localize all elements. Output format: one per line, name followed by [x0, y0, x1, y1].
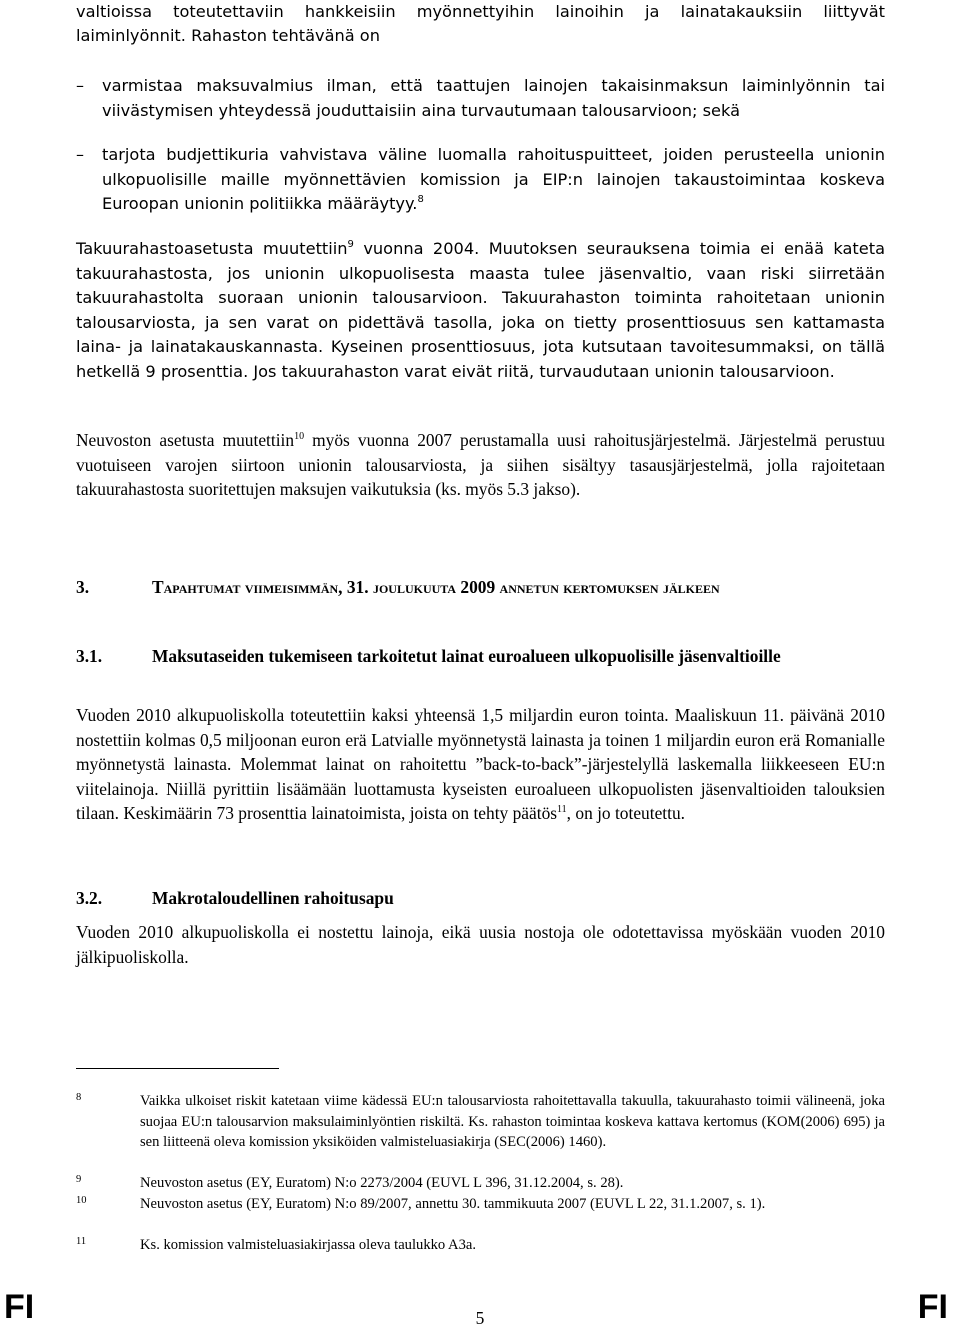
dash-item-text: varmistaa maksuvalmius ilman, että taattujen lainojen takaisinmaksun laiminlyönnin tai viivästymisen yhteydessä jouduttaisiin aina turvautumaan talousarvioon; sekä — [102, 76, 885, 120]
intro-line-1: valtioissa toteutettaviin hankkeisiin myönnettyihin lainoihin ja lainatakauksiin liittyvät — [76, 2, 885, 21]
footnote-number: 9 — [76, 1174, 82, 1185]
footnote-10 — [76, 1194, 885, 1215]
footnote-text: Vaikka ulkoiset riskit katetaan viime kädessä EU:n talousarviosta rahoitettavalla takuulla, takuurahasto toimii välineenä, joka suojaa EU:n talousarvion maksulaiminlyöntien riskiltä. Ks. rahaston toimintaa koskeva kattava kertomus (KOM(2006) 695) ja sen liitteenä oleva komission yksiköiden valmisteluasiakirja (SEC(2006) 1460). — [140, 1093, 885, 1150]
dash-symbol: – — [76, 145, 84, 164]
footnote-number: 10 — [76, 1195, 87, 1206]
section-3-1-heading — [76, 643, 885, 669]
para-text: myös vuonna 2007 perustamalla uusi rahoitusjärjestelmä. Järjestelmä perustuu vuotuiseen varojen siirtoon unionin talousarviosta, ja siihen sisältyy tasausjärjestelmä, jolla rajoitetaan takuurahastosta suoritettujen maksujen vaikutuksia (ks. myös 5.3 jakso). — [76, 430, 885, 499]
section-number: 3. — [76, 577, 90, 597]
dash-item-text-body: tarjota budjettikuria vahvistava väline luomalla rahoituspuitteet, joiden perusteella unionin ulkopuolisille maille myönnettävien komission ja EIP:n lainojen takaustoimintaa koskeva Euroopan unionin politiikka määräytyy. — [102, 145, 885, 213]
dash-symbol: – — [76, 76, 84, 95]
section-title: Makrotaloudellinen rahoitusapu — [152, 888, 394, 908]
page-number: 5 — [475, 1308, 485, 1328]
section-number: 3.2. — [76, 888, 103, 908]
dash-item-2 — [76, 143, 885, 217]
section-number: 3.1. — [76, 646, 103, 666]
para-text: , on jo toteutettu. — [566, 803, 686, 823]
paragraph-takuurahasto — [76, 237, 885, 384]
footnote-text: Neuvoston asetus (EY, Euratom) N:o 2273/2004 (EUVL L 396, 31.12.2004, s. 28). — [140, 1175, 624, 1191]
footer-language-right: FI — [917, 1288, 948, 1326]
paragraph-3-2: Vuoden 2010 alkupuoliskolla ei nostettu lainoja, eikä uusia nostoja ole odotettavissa myöskään vuoden 2010 jälkipuoliskolla. — [76, 922, 885, 967]
para-text: Neuvoston asetusta muutettiin — [76, 430, 295, 450]
para-text: vuonna 2004. Muutoksen seurauksena toimia ei enää kateta takuurahastosta, jos unionin ulkopuolisesta maasta tulee jäsenvaltio, vaan riski siirretään takuurahastolta suoraan unionin talousarvioon. Takuurahaston toiminta rahoitetaan unionin talousarviosta, ja sen varat on pidettävä tasolla, joka on tietty prosenttiosuus sen kattamasta laina- ja lainatakauskannasta. Kyseinen prosenttiosuus, jota kutsutaan tavoitesummaksi, on tällä hetkellä 9 prosenttia. Jos takuurahaston varat eivät riitä, turvaudutaan unionin talousarvioon. — [76, 239, 886, 381]
footnote-separator — [76, 1068, 279, 1069]
footnote-text: Ks. komission valmisteluasiakirjassa oleva taulukko A3a. — [140, 1237, 477, 1253]
paragraph-neuvosto — [76, 428, 885, 502]
paragraph-3-1 — [76, 703, 885, 826]
footnote-9 — [76, 1173, 885, 1194]
section-title: Tapahtumat viimeisimmän, 31. joulukuuta 2009 annetun kertomuksen jälkeen — [152, 577, 720, 597]
section-3-2-heading — [76, 885, 885, 911]
footnote-11 — [76, 1235, 885, 1256]
section-3-heading — [76, 574, 885, 600]
section-title: Maksutaseiden tukemiseen tarkoitetut lainat euroalueen ulkopuolisille jäsenvaltioille — [152, 646, 781, 666]
para-text: Takuurahastoasetusta muutettiin — [76, 239, 348, 258]
dash-item-1 — [76, 74, 885, 123]
footnote-ref-8[interactable]: 8 — [417, 194, 424, 205]
footer-language-left: FI — [4, 1288, 35, 1326]
para-text: Vuoden 2010 alkupuoliskolla toteutettiin kaksi yhteensä 1,5 miljardin euron tointa. Maaliskuun 11. päivänä 2010 nostettiin kolmas 0,5 miljoonan euron erä Latvialle myönnetystä lainasta ja toinen 1 miljardin euron erä Romanialle myönnetystä lainasta. Molemmat lainat on rahoitettu ”back-to-back”-järjestelyllä laskemalla liikkeeseen EU:n viitelainoja. Niillä pyrittiin lisäämään luottamusta kyseisten euroalueen ulkopuolisten jäsenvaltioiden talouksien tilaan. Keskimäärin 73 prosenttia lainatoimista, joista on tehty päätös — [76, 705, 885, 823]
footnote-8 — [76, 1091, 885, 1153]
dash-item-text — [102, 143, 885, 217]
footnote-number: 11 — [76, 1236, 87, 1247]
intro-line-2: laiminlyönnit. Rahaston tehtävänä on — [76, 26, 380, 45]
footnote-ref-10[interactable]: 10 — [294, 431, 305, 442]
footnote-text: Neuvoston asetus (EY, Euratom) N:o 89/2007, annettu 30. tammikuuta 2007 (EUVL L 22, 31.1.2007, s. 1). — [140, 1196, 766, 1212]
footnote-ref-9[interactable]: 9 — [347, 239, 354, 250]
footnote-number: 8 — [76, 1092, 82, 1103]
footnote-ref-11[interactable]: 11 — [557, 804, 567, 815]
